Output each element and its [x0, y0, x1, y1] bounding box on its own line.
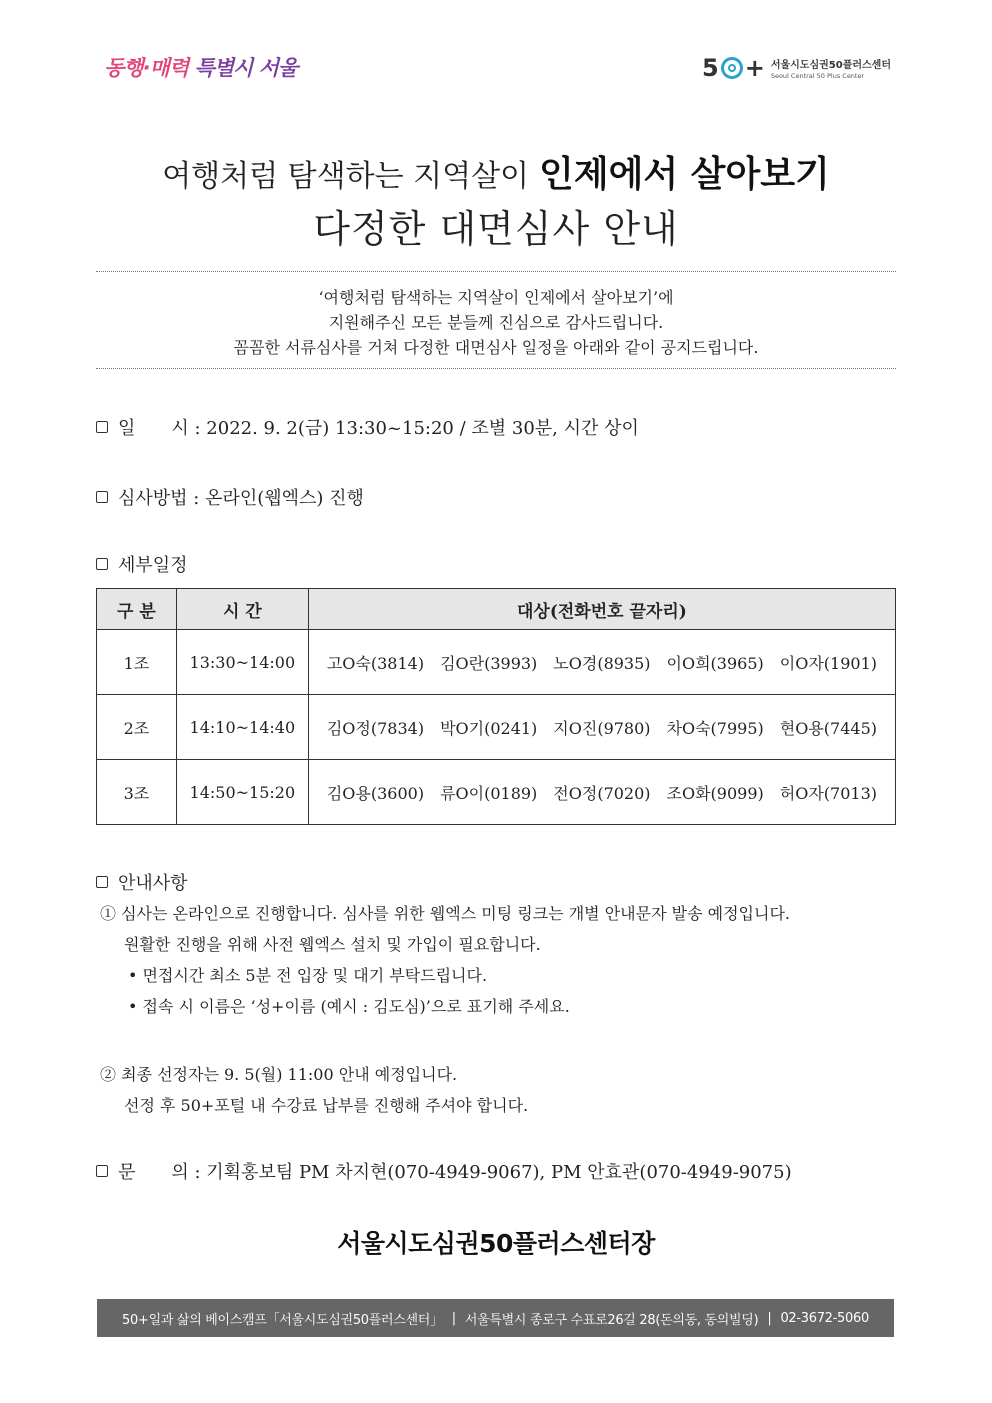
name-entry: 이O자(1901) — [779, 653, 877, 673]
note-line: 선정 후 50+포털 내 수강료 납부를 진행해 주셔야 합니다. — [124, 1096, 529, 1115]
name-entry: 김O용(3600) — [326, 783, 425, 803]
time-cell: 14:50~15:20 — [176, 760, 308, 825]
title-line1 — [0, 146, 992, 197]
table-header-row — [97, 589, 896, 630]
ring-icon — [721, 57, 743, 79]
note-2 — [100, 1059, 528, 1121]
name-entry: 지O진(9780) — [553, 718, 651, 738]
name-entry: 허O자(7013) — [779, 783, 877, 803]
group-cell: 3조 — [97, 760, 177, 825]
time-cell: 13:30~14:00 — [176, 630, 308, 695]
method-text: 심사방법 : 온라인(웹엑스) 진행 — [118, 488, 364, 509]
footer-address: 서울특별시 종로구 수표로26길 28(돈의동, 동의빌딩) — [464, 1312, 759, 1328]
center-name-ko: 서울시도심권50플러스센터 — [770, 60, 891, 71]
mark-plus: + — [744, 54, 765, 82]
mark-five: 5 — [702, 54, 719, 82]
slogan-part2: 특별시 서울 — [194, 56, 298, 80]
table-row — [97, 695, 896, 760]
name-entry: 전O정(7020) — [553, 783, 651, 803]
names-cell — [308, 695, 895, 760]
note-line: ② 최종 선정자는 9. 5(월) 11:00 안내 예정입니다. — [100, 1065, 458, 1084]
group-cell: 1조 — [97, 630, 177, 695]
fifty-plus-mark — [702, 54, 765, 82]
note-line: ① 심사는 온라인으로 진행합니다. 심사를 위한 웹엑스 미팅 링크는 개별 안내문자 발송 예정입니다. — [100, 904, 790, 923]
name-entry: 류O이(0189) — [440, 783, 538, 803]
schedule-heading — [96, 551, 188, 577]
checkbox-icon — [96, 558, 108, 570]
intro-text — [0, 285, 992, 360]
names-cell — [308, 630, 895, 695]
note-bullet: • 접속 시 이름은 ‘성+이름 (예시 : 김도심)’으로 표기해 주세요. — [128, 997, 570, 1016]
footer-separator: | — [451, 1310, 456, 1326]
table-row — [97, 630, 896, 695]
schedule-heading-text: 세부일정 — [118, 555, 188, 576]
header-time: 시 간 — [176, 589, 308, 630]
divider-bottom — [96, 368, 896, 369]
schedule-table — [96, 588, 896, 825]
name-entry: 차O숙(7995) — [666, 718, 764, 738]
center-name-en: Seoul Central 50 Plus Center — [770, 72, 865, 80]
title-regular: 여행처럼 탐색하는 지역살이 — [162, 159, 530, 194]
signature: 서울시도심권50플러스센터장 — [337, 1229, 655, 1258]
footer-separator: | — [767, 1310, 772, 1326]
group-cell: 2조 — [97, 695, 177, 760]
name-entry: 고O숙(3814) — [326, 653, 425, 673]
intro-line: ‘여행처럼 탐색하는 지역살이 인제에서 살아보기’에 — [318, 288, 674, 307]
checkbox-icon — [96, 1165, 108, 1177]
intro-line: 꼼꼼한 서류심사를 거쳐 다정한 대면심사 일정을 아래와 같이 공지드립니다. — [233, 338, 759, 357]
notes-heading — [96, 869, 188, 895]
intro-line: 지원해주신 모든 분들께 진심으로 감사드립니다. — [328, 313, 664, 332]
divider-top — [96, 271, 896, 272]
name-entry: 조O화(9099) — [666, 783, 764, 803]
datetime-item — [96, 414, 639, 440]
title-bold: 인제에서 살아보기 — [539, 154, 830, 195]
footer-org: 50+일과 삶의 베이스캠프「서울시도심권50플러스센터」 — [122, 1312, 443, 1328]
footer-bar — [97, 1299, 894, 1337]
title-line2: 다정한 대면심사 안내 — [313, 207, 679, 251]
name-entry: 김O정(7834) — [326, 718, 425, 738]
notes-heading-text: 안내사항 — [118, 873, 188, 894]
note-1 — [100, 898, 790, 1022]
method-item — [96, 484, 364, 510]
names-cell — [308, 760, 895, 825]
name-entry: 김O란(3993) — [440, 653, 538, 673]
table-row — [97, 760, 896, 825]
seoul-slogan-logo — [104, 52, 297, 82]
slogan-part1: 동행·매력 — [104, 56, 189, 80]
note-line: 원활한 진행을 위해 사전 웹엑스 설치 및 가입이 필요합니다. — [124, 935, 541, 954]
contact-text: 문 의 : 기획홍보팀 PM 차지현(070-4949-9067), PM 안효관(070-4949-9075) — [118, 1162, 792, 1183]
checkbox-icon — [96, 491, 108, 503]
name-entry: 박O기(0241) — [440, 718, 538, 738]
name-entry: 이O희(3965) — [666, 653, 764, 673]
name-entry: 현O용(7445) — [779, 718, 877, 738]
time-cell: 14:10~14:40 — [176, 695, 308, 760]
header-targets: 대상(전화번호 끝자리) — [308, 589, 895, 630]
center-logo — [702, 54, 891, 82]
footer-phone: 02-3672-5060 — [780, 1310, 869, 1326]
datetime-text: 일 시 : 2022. 9. 2(금) 13:30~15:20 / 조별 30분, 시간 상이 — [118, 418, 639, 439]
note-bullet: • 면접시간 최소 5분 전 입장 및 대기 부탁드립니다. — [128, 966, 488, 985]
header-group: 구 분 — [97, 589, 177, 630]
checkbox-icon — [96, 876, 108, 888]
contact-item — [96, 1158, 792, 1184]
name-entry: 노O경(8935) — [553, 653, 651, 673]
checkbox-icon — [96, 421, 108, 433]
